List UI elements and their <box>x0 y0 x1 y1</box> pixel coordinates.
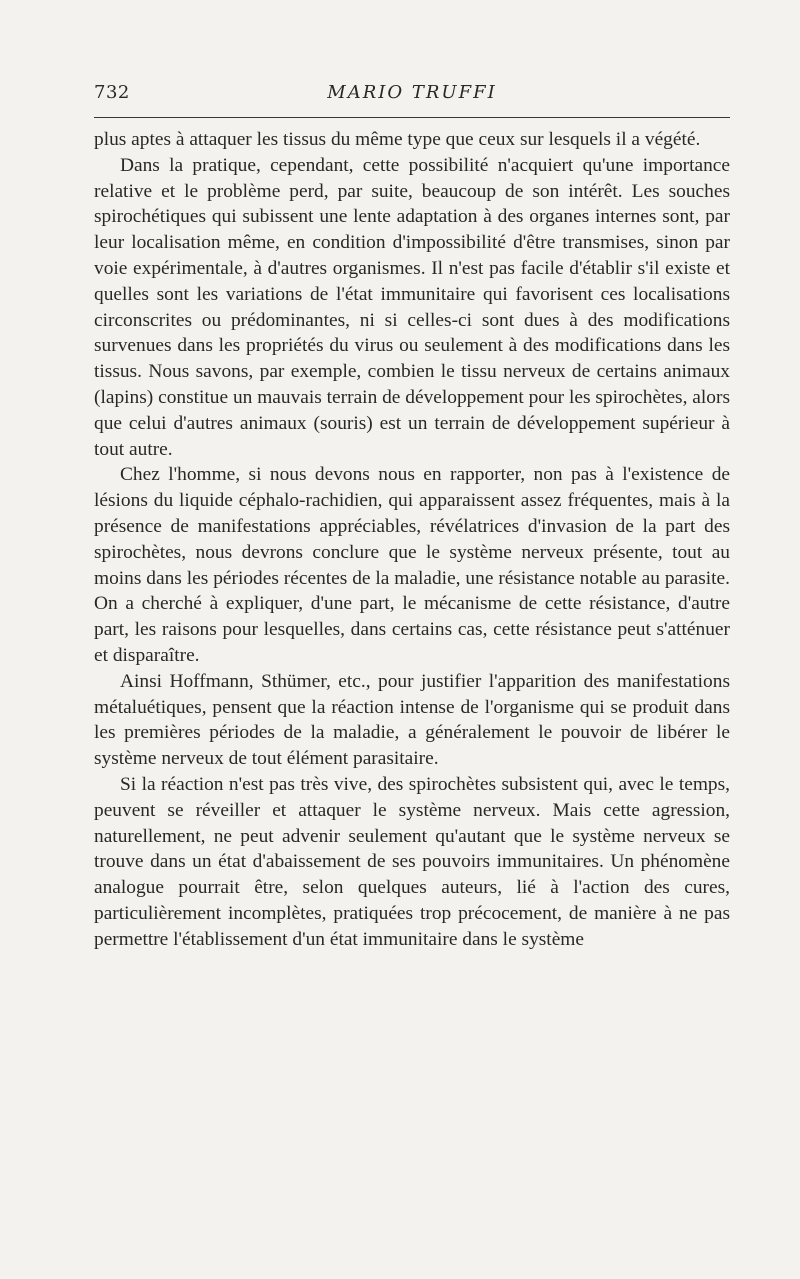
paragraph: Chez l'homme, si nous devons nous en rapporter, non pas à l'existence de lésions du liquide céphalo-rachidien, qui apparaissent assez fréquentes, mais à la présence de manifestations appréciables, révélatrices d'invasion de la part des spirochètes, nous devrons conclure que le système nerveux présente, tout au moins dans les périodes récentes de la maladie, une résistance notable au parasite. On a cherché à expliquer, d'une part, le mécanisme de cette résistance, d'autre part, les raisons pour lesquelles, dans certains cas, cette résistance peut s'atténuer et disparaître. <box>94 464 730 666</box>
running-head <box>94 82 730 110</box>
paragraph: Ainsi Hoffmann, Sthümer, etc., pour justifier l'apparition des manifestations métaluétiques, pensent que la réaction intense de l'organisme qui se produit dans les premières périodes de la maladie, a généralement le pouvoir de libérer le système nerveux de tout élément parasitaire. <box>94 670 730 770</box>
header-rule <box>94 117 730 118</box>
paragraph-continuation: plus aptes à attaquer les tissus du même type que ceux sur lesquels il a végété. <box>94 129 701 150</box>
page-number: 732 <box>94 82 130 103</box>
running-title: MARIO TRUFFI <box>327 82 497 103</box>
paragraph: Si la réaction n'est pas très vive, des spirochètes subsistent qui, avec le temps, peuvent se réveiller et attaquer le système nerveux. Mais cette agression, naturellement, ne peut advenir seulement qu'autant que le système nerveux se trouve dans un état d'abaissement de ses pouvoirs immunitaires. Un phénomène analogue pourrait être, selon quelques auteurs, lié à l'action des cures, particulièrement incomplètes, pratiquées trop précocement, de manière à ne pas permettre l'établissement d'un état immunitaire dans le système <box>94 773 730 950</box>
body-text <box>94 127 730 953</box>
paragraph: Dans la pratique, cependant, cette possibilité n'acquiert qu'une importance relative et le problème perd, par suite, beaucoup de son intérêt. Les souches spirochétiques qui subissent une lente adaptation à des organes internes sont, par leur localisation même, en condition d'impossibilité d'être transmises, sinon par voie expérimentale, à d'autres organismes. Il n'est pas facile d'établir s'il existe et quelles sont les variations de l'état immunitaire qui favorisent ces localisations circonscrites ou prédominantes, ni si celles-ci sont dues à des modifications survenues dans les propriétés du virus ou seulement à des modifications dans les tissus. Nous savons, par exemple, combien le tissu nerveux de certains animaux (lapins) constitue un mauvais terrain de développement pour les spirochètes, alors que celui d'autres animaux (souris) est un terrain de développement supérieur à tout autre. <box>94 154 730 460</box>
